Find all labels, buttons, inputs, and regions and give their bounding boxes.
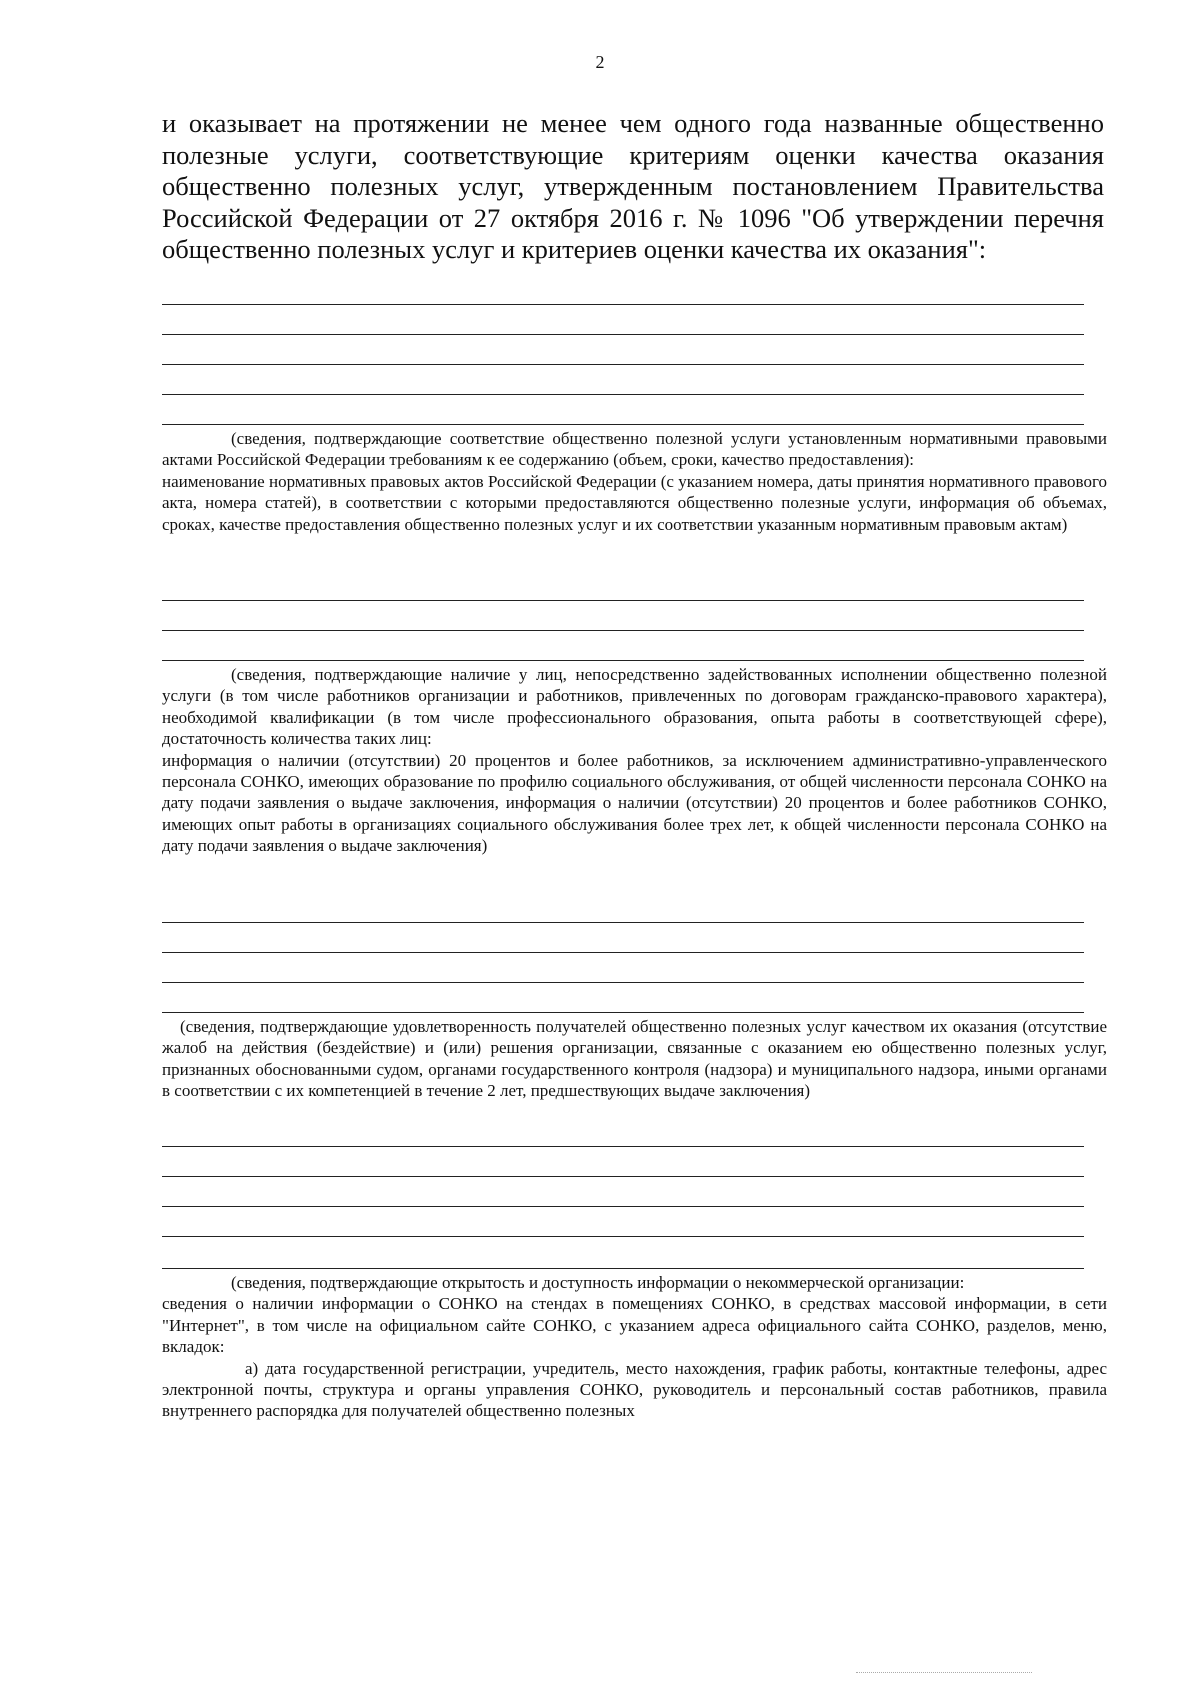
section-2-caption: (сведения, подтверждающие наличие у лиц, непосредственно задействованных исполнении общественно полезной услуги (в том числе работников организации и работников, привлеченных по договорам гражданско-правового характера), необходимой квалификации (в том числе профессионального образования, опыта работы в соответствующей сфере), достаточность количества таких лиц: xyxy=(162,665,1107,749)
section-3-caption: (сведения, подтверждающие удовлетворенность получателей общественно полезных услуг качеством их оказания (отсутствие жалоб на действия (бездействие) и (или) решения организации, связанные с оказанием ею общественно полезных услуг, признанных обоснованными судом, органами государственного контроля (надзора) и муниципального надзора, иными органами в соответствии с их компетенцией в течение 2 лет, предшествующих выдаче заключения) xyxy=(162,1017,1107,1101)
blank-line[interactable] xyxy=(162,1236,1084,1237)
blank-line[interactable] xyxy=(162,600,1084,601)
blank-line[interactable] xyxy=(162,1146,1084,1147)
blank-line[interactable] xyxy=(162,982,1084,983)
blank-line[interactable] xyxy=(162,1012,1084,1013)
blank-line[interactable] xyxy=(162,1206,1084,1207)
section-4-caption: (сведения, подтверждающие открытость и доступность информации о некоммерческой организации: xyxy=(231,1273,965,1292)
section-1-caption: (сведения, подтверждающие соответствие общественно полезной услуги установленным нормативными правовыми актами Российской Федерации требованиям к ее содержанию (объем, сроки, качество предоставления): xyxy=(162,429,1107,470)
section-1-note xyxy=(162,428,1107,535)
section-4-note xyxy=(162,1272,1107,1422)
blank-line[interactable] xyxy=(162,1268,1084,1269)
section-3-note xyxy=(162,1016,1107,1102)
blank-line[interactable] xyxy=(162,424,1084,425)
blank-line[interactable] xyxy=(162,630,1084,631)
section-4-detail: сведения о наличии информации о СОНКО на стендах в помещениях СОНКО, в средствах массовой информации, в сети "Интернет", в том числе на официальном сайте СОНКО, с указанием адреса официального сайта СОНКО, разделов, меню, вкладок: xyxy=(162,1294,1107,1357)
blank-line[interactable] xyxy=(162,334,1084,335)
page-number: 2 xyxy=(595,52,605,72)
blank-line[interactable] xyxy=(162,660,1084,661)
intro-paragraph: и оказывает на протяжении не менее чем одного года названные общественно полезные услуги, соответствующие критериям оценки качества оказания общественно полезных услуг, утвержденным постановлением Правительства Российской Федерации от 27 октября 2016 г. № 1096 "Об утверждении перечня общественно полезных услуг и критериев оценки качества их оказания": xyxy=(162,108,1104,264)
scan-edge-mark xyxy=(856,1672,1032,1673)
section-4-item-a: а) дата государственной регистрации, учредитель, место нахождения, график работы, контактные телефоны, адрес электронной почты, структура и органы управления СОНКО, руководитель и персональный состав работников, правила внутреннего распорядка для получателей общественно полезных xyxy=(162,1358,1107,1421)
blank-line[interactable] xyxy=(162,364,1084,365)
blank-line[interactable] xyxy=(162,922,1084,923)
blank-line[interactable] xyxy=(162,952,1084,953)
section-1-detail: наименование нормативных правовых актов Российской Федерации (с указанием номера, даты принятия нормативного правового акта, номера статей), в соответствии с которыми предоставляются общественно полезные услуги, информация об объемах, сроках, качестве предоставления общественно полезных услуг и их соответствии указанным нормативным правовым актам) xyxy=(162,471,1107,534)
section-2-detail: информация о наличии (отсутствии) 20 процентов и более работников, за исключением административно-управленческого персонала СОНКО, имеющих образование по профилю социального обслуживания, от общей численности персонала СОНКО на дату подачи заявления о выдаче заключения, информация о наличии (отсутствии) 20 процентов и более работников СОНКО, имеющих опыт работы в организациях социального обслуживания более трех лет, к общей численности персонала СОНКО на дату подачи заявления о выдаче заключения) xyxy=(162,750,1107,856)
blank-line[interactable] xyxy=(162,304,1084,305)
blank-line[interactable] xyxy=(162,1176,1084,1177)
section-2-note xyxy=(162,664,1107,857)
blank-line[interactable] xyxy=(162,394,1084,395)
